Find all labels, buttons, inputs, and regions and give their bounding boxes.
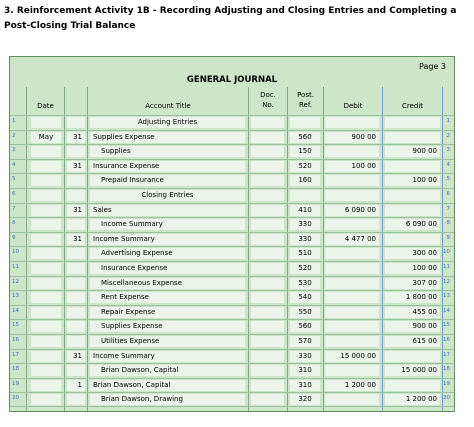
table-row <box>10 349 454 364</box>
date-month-cell[interactable] <box>31 146 61 157</box>
debit-cell[interactable] <box>325 307 379 318</box>
date-day-cell[interactable]: 31 <box>67 161 85 172</box>
credit-cell[interactable]: 6 090 00 <box>385 219 440 230</box>
debit-cell[interactable] <box>325 146 379 157</box>
line-number-right: 5 <box>446 176 450 183</box>
date-month-cell[interactable] <box>31 263 61 274</box>
line-number-left: 8 <box>12 220 16 227</box>
account-title-cell[interactable]: Rent Expense <box>90 292 245 303</box>
header-debit: Debit <box>343 102 363 110</box>
credit-cell[interactable]: 455 00 <box>385 307 440 318</box>
post-ref-cell[interactable]: 150 <box>290 146 320 157</box>
account-title-cell[interactable]: Brian Dawson, Drawing <box>90 394 245 405</box>
doc-no-cell[interactable] <box>251 394 284 405</box>
debit-cell[interactable] <box>325 190 379 201</box>
doc-no-cell[interactable] <box>251 380 284 391</box>
credit-cell[interactable]: 300 00 <box>385 248 440 259</box>
date-day-cell[interactable]: 31 <box>67 351 85 362</box>
line-number-left: 7 <box>12 205 16 212</box>
debit-cell[interactable] <box>325 219 379 230</box>
account-title-cell[interactable]: Supplies Expense <box>90 132 245 143</box>
account-title-cell[interactable]: Repair Expense <box>90 307 245 318</box>
date-month-cell[interactable] <box>31 380 61 391</box>
heading-line-1: 3. Reinforcement Activity 1B - Recording Adjusting and Closing Entries and Completing a <box>4 6 457 16</box>
date-month-cell[interactable] <box>31 175 61 186</box>
debit-cell[interactable] <box>325 117 379 128</box>
table-row <box>10 217 454 232</box>
date-month-cell[interactable] <box>31 394 61 405</box>
date-month-cell[interactable]: May <box>31 132 61 143</box>
line-number-left: 6 <box>12 190 16 197</box>
line-number-right: 11 <box>443 263 450 270</box>
table-row <box>10 276 454 291</box>
account-title-cell[interactable]: Brian Dawson, Capital <box>90 380 245 391</box>
journal-rows <box>10 115 454 407</box>
date-month-cell[interactable] <box>31 278 61 289</box>
post-ref-cell[interactable]: 310 <box>290 365 320 376</box>
date-day-cell[interactable]: 31 <box>67 234 85 245</box>
line-number-left: 17 <box>12 351 19 358</box>
line-number-left: 3 <box>12 147 16 154</box>
line-number-right: 16 <box>443 336 450 343</box>
date-month-cell[interactable] <box>31 248 61 259</box>
table-row <box>10 246 454 261</box>
line-number-left: 15 <box>12 322 19 329</box>
doc-no-cell[interactable] <box>251 365 284 376</box>
debit-cell[interactable]: 900 00 <box>325 132 379 143</box>
line-number-right: 15 <box>443 322 450 329</box>
debit-cell[interactable] <box>325 175 379 186</box>
line-number-right: 8 <box>446 220 450 227</box>
date-day-cell[interactable] <box>67 321 85 332</box>
activity-heading <box>4 4 470 34</box>
account-title-cell[interactable]: Brian Dawson, Capital <box>90 365 245 376</box>
line-number-left: 10 <box>12 249 19 256</box>
general-journal <box>9 56 455 412</box>
header-doc-line-1: Doc. <box>260 91 276 99</box>
date-month-cell[interactable] <box>31 321 61 332</box>
table-row <box>10 261 454 276</box>
credit-cell[interactable]: 615 00 <box>385 336 440 347</box>
debit-cell[interactable] <box>325 321 379 332</box>
line-number-right: 2 <box>446 132 450 139</box>
account-title-cell[interactable]: Miscellaneous Expense <box>90 278 245 289</box>
credit-cell[interactable]: 307 00 <box>385 278 440 289</box>
credit-cell[interactable] <box>385 117 440 128</box>
doc-no-cell[interactable] <box>251 307 284 318</box>
post-ref-cell[interactable]: 320 <box>290 394 320 405</box>
doc-no-cell[interactable] <box>251 278 284 289</box>
credit-cell[interactable] <box>385 351 440 362</box>
line-number-left: 20 <box>12 395 19 402</box>
heading-line-2: Post-Closing Trial Balance <box>4 21 136 31</box>
debit-cell[interactable]: 1 200 00 <box>325 380 379 391</box>
line-number-right: 18 <box>443 366 450 373</box>
account-title-cell[interactable]: Supplies <box>90 146 245 157</box>
account-title-cell[interactable]: Sales <box>90 205 245 216</box>
post-ref-cell[interactable]: 550 <box>290 307 320 318</box>
line-number-left: 19 <box>12 380 19 387</box>
credit-cell[interactable] <box>385 190 440 201</box>
line-number-right: 20 <box>443 395 450 402</box>
doc-no-cell[interactable] <box>251 292 284 303</box>
page-number: Page 3 <box>419 62 446 71</box>
credit-cell[interactable] <box>385 161 440 172</box>
date-month-cell[interactable] <box>31 205 61 216</box>
date-day-cell[interactable] <box>67 219 85 230</box>
table-row <box>10 334 454 349</box>
doc-no-cell[interactable] <box>251 263 284 274</box>
debit-cell[interactable] <box>325 278 379 289</box>
debit-cell[interactable] <box>325 365 379 376</box>
table-row <box>10 319 454 334</box>
account-title-cell[interactable]: Advertising Expense <box>90 248 245 259</box>
account-title-cell[interactable]: Adjusting Entries <box>90 117 245 128</box>
table-row <box>10 305 454 320</box>
post-ref-cell[interactable]: 570 <box>290 336 320 347</box>
doc-no-cell[interactable] <box>251 336 284 347</box>
doc-no-cell[interactable] <box>251 146 284 157</box>
table-row <box>10 173 454 188</box>
header-account-title: Account Title <box>145 102 191 110</box>
doc-no-cell[interactable] <box>251 132 284 143</box>
account-title-cell[interactable]: Income Summary <box>90 219 245 230</box>
line-number-left: 18 <box>12 366 19 373</box>
header-date: Date <box>37 102 54 110</box>
post-ref-cell[interactable] <box>290 190 320 201</box>
debit-cell[interactable] <box>325 292 379 303</box>
date-month-cell[interactable] <box>31 190 61 201</box>
doc-no-cell[interactable] <box>251 190 284 201</box>
post-ref-cell[interactable]: 510 <box>290 248 320 259</box>
date-month-cell[interactable] <box>31 307 61 318</box>
date-month-cell[interactable] <box>31 234 61 245</box>
header-ref-line-2: Ref. <box>298 101 313 109</box>
doc-no-cell[interactable] <box>251 248 284 259</box>
debit-cell[interactable] <box>325 263 379 274</box>
table-row <box>10 392 454 407</box>
line-number-right: 14 <box>443 307 450 314</box>
credit-cell[interactable]: 900 00 <box>385 321 440 332</box>
doc-no-cell[interactable] <box>251 205 284 216</box>
debit-cell[interactable] <box>325 394 379 405</box>
table-row <box>10 144 454 159</box>
post-ref-cell[interactable]: 540 <box>290 292 320 303</box>
date-day-cell[interactable] <box>67 336 85 347</box>
account-title-cell[interactable]: Closing Entries <box>90 190 245 201</box>
doc-no-cell[interactable] <box>251 351 284 362</box>
line-number-left: 14 <box>12 307 19 314</box>
journal-title: GENERAL JOURNAL <box>186 75 278 85</box>
date-month-cell[interactable] <box>31 117 61 128</box>
date-day-cell[interactable] <box>67 175 85 186</box>
table-row <box>10 203 454 218</box>
doc-no-cell[interactable] <box>251 321 284 332</box>
header-doc <box>249 90 287 110</box>
post-ref-cell[interactable]: 330 <box>290 219 320 230</box>
account-title-cell[interactable]: Income Summary <box>90 234 245 245</box>
doc-no-cell[interactable] <box>251 234 284 245</box>
account-title-cell[interactable]: Supplies Expense <box>90 321 245 332</box>
table-row <box>10 130 454 145</box>
header-post-ref <box>288 90 323 110</box>
line-number-left: 13 <box>12 293 19 300</box>
credit-cell[interactable]: 900 00 <box>385 146 440 157</box>
post-ref-cell[interactable]: 520 <box>290 161 320 172</box>
line-number-left: 4 <box>12 161 16 168</box>
line-number-left: 12 <box>12 278 19 285</box>
credit-cell[interactable] <box>385 205 440 216</box>
date-day-cell[interactable] <box>67 263 85 274</box>
date-day-cell[interactable]: 1 <box>67 380 85 391</box>
date-month-cell[interactable] <box>31 336 61 347</box>
line-number-right: 9 <box>446 234 450 241</box>
line-number-right: 1 <box>446 118 450 124</box>
post-ref-cell[interactable]: 560 <box>290 132 320 143</box>
line-number-right: 3 <box>446 147 450 154</box>
post-ref-cell[interactable]: 410 <box>290 205 320 216</box>
doc-no-cell[interactable] <box>251 219 284 230</box>
line-number-right: 17 <box>443 351 450 358</box>
line-number-right: 4 <box>446 161 450 168</box>
line-number-right: 19 <box>443 380 450 387</box>
account-title-cell[interactable]: Insurance Expense <box>90 161 245 172</box>
date-day-cell[interactable] <box>67 365 85 376</box>
line-number-left: 5 <box>12 176 16 183</box>
debit-cell[interactable]: 15 000 00 <box>325 351 379 362</box>
date-day-cell[interactable]: 31 <box>67 205 85 216</box>
table-row <box>10 232 454 247</box>
credit-cell[interactable] <box>385 380 440 391</box>
date-month-cell[interactable] <box>31 292 61 303</box>
doc-no-cell[interactable] <box>251 161 284 172</box>
header-ref-line-1: Post. <box>297 91 314 99</box>
credit-cell[interactable]: 1 800 00 <box>385 292 440 303</box>
credit-cell[interactable]: 100 00 <box>385 263 440 274</box>
date-day-cell[interactable] <box>67 394 85 405</box>
account-title-cell[interactable]: Utilities Expense <box>90 336 245 347</box>
date-day-cell[interactable] <box>67 146 85 157</box>
line-number-left: 9 <box>12 234 16 241</box>
credit-cell[interactable] <box>385 234 440 245</box>
credit-cell[interactable]: 100 00 <box>385 175 440 186</box>
line-number-right: 6 <box>446 190 450 197</box>
debit-cell[interactable]: 6 090 00 <box>325 205 379 216</box>
table-row <box>10 188 454 203</box>
date-day-cell[interactable] <box>67 190 85 201</box>
date-day-cell[interactable]: 31 <box>67 132 85 143</box>
credit-cell[interactable]: 15 000 00 <box>385 365 440 376</box>
line-number-left: 2 <box>12 132 16 139</box>
account-title-cell[interactable]: Insurance Expense <box>90 263 245 274</box>
post-ref-cell[interactable] <box>290 117 320 128</box>
date-day-cell[interactable] <box>67 117 85 128</box>
table-row <box>10 378 454 393</box>
date-day-cell[interactable] <box>67 278 85 289</box>
credit-cell[interactable]: 1 200 00 <box>385 394 440 405</box>
date-month-cell[interactable] <box>31 365 61 376</box>
date-month-cell[interactable] <box>31 219 61 230</box>
line-number-right: 10 <box>443 249 450 256</box>
table-row <box>10 290 454 305</box>
date-month-cell[interactable] <box>31 351 61 362</box>
post-ref-cell[interactable]: 530 <box>290 278 320 289</box>
credit-cell[interactable] <box>385 132 440 143</box>
header-doc-line-2: No. <box>262 101 274 109</box>
line-number-left: 16 <box>12 336 19 343</box>
post-ref-cell[interactable]: 330 <box>290 351 320 362</box>
date-day-cell[interactable] <box>67 307 85 318</box>
doc-no-cell[interactable] <box>251 117 284 128</box>
debit-cell[interactable] <box>325 336 379 347</box>
line-number-right: 7 <box>446 205 450 212</box>
line-number-left: 1 <box>12 118 16 124</box>
table-row <box>10 159 454 174</box>
table-row <box>10 115 454 130</box>
debit-cell[interactable]: 100 00 <box>325 161 379 172</box>
date-month-cell[interactable] <box>31 161 61 172</box>
post-ref-cell[interactable]: 520 <box>290 263 320 274</box>
line-number-right: 13 <box>443 293 450 300</box>
account-title-cell[interactable]: Income Summary <box>90 351 245 362</box>
doc-no-cell[interactable] <box>251 175 284 186</box>
header-credit: Credit <box>401 102 424 110</box>
account-title-cell[interactable]: Prepaid Insurance <box>90 175 245 186</box>
debit-cell[interactable]: 4 477 00 <box>325 234 379 245</box>
post-ref-cell[interactable]: 330 <box>290 234 320 245</box>
post-ref-cell[interactable]: 560 <box>290 321 320 332</box>
post-ref-cell[interactable]: 310 <box>290 380 320 391</box>
line-number-right: 12 <box>443 278 450 285</box>
line-number-left: 11 <box>12 263 19 270</box>
post-ref-cell[interactable]: 160 <box>290 175 320 186</box>
date-day-cell[interactable] <box>67 248 85 259</box>
debit-cell[interactable] <box>325 248 379 259</box>
date-day-cell[interactable] <box>67 292 85 303</box>
table-row <box>10 363 454 378</box>
